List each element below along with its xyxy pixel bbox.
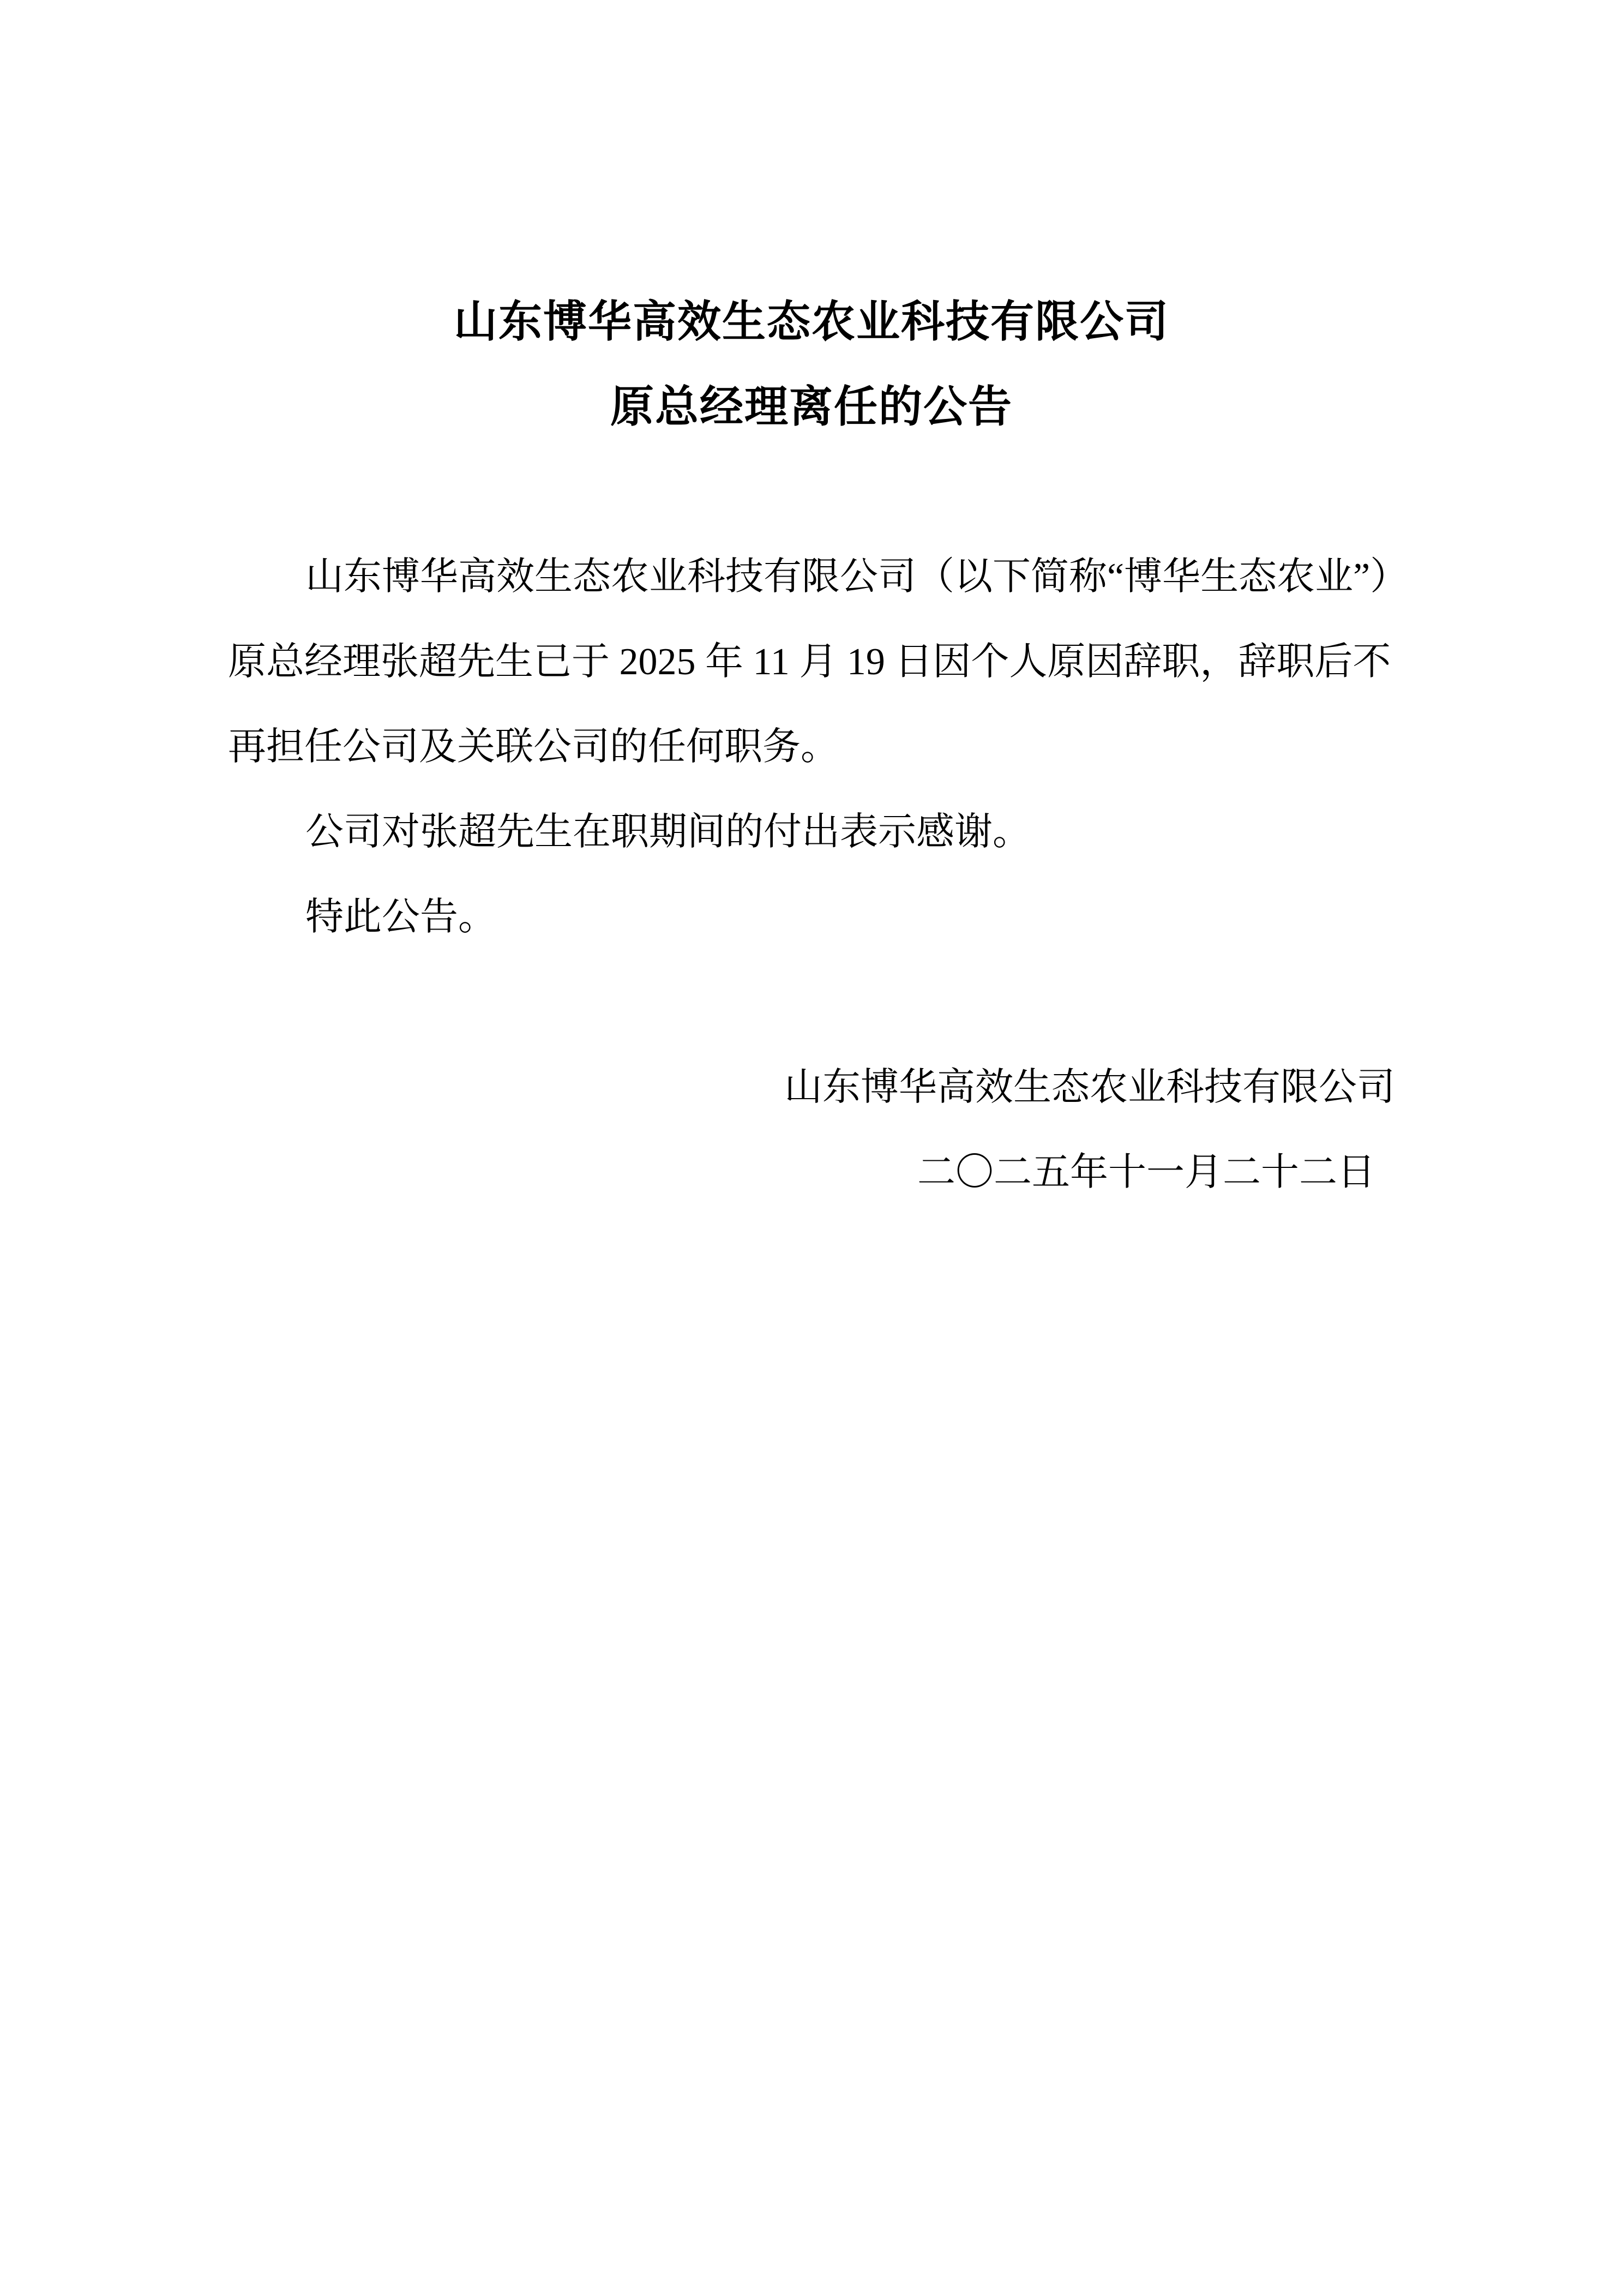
document-title-company-line: 山东博华高效生态农业科技有限公司 (454, 297, 1169, 346)
document-title-subject-line: 原总经理离任的公告 (610, 382, 1013, 431)
spacer (228, 449, 1395, 535)
paragraph2-line: 公司对张超先生在职期间的付出表示感谢。 (305, 811, 1031, 853)
signature-company-name: 山东博华高效生态农业科技有限公司 (784, 1066, 1395, 1108)
paragraph3-line: 特此公告。 (305, 896, 496, 938)
paragraph1-line3: 再担任公司及关联公司的任何职务。 (228, 726, 839, 768)
signature-date: 二〇二五年十一月二十二日 (917, 1152, 1375, 1194)
paragraph1-line2: 原总经理张超先生已于 2025 年 11 月 19 日因个人原因辞职，辞职后不 (228, 641, 1391, 683)
paragraph1-line1: 山东博华高效生态农业科技有限公司（以下简称“博华生态农业”） (305, 556, 1409, 598)
spacer (228, 960, 1395, 1045)
